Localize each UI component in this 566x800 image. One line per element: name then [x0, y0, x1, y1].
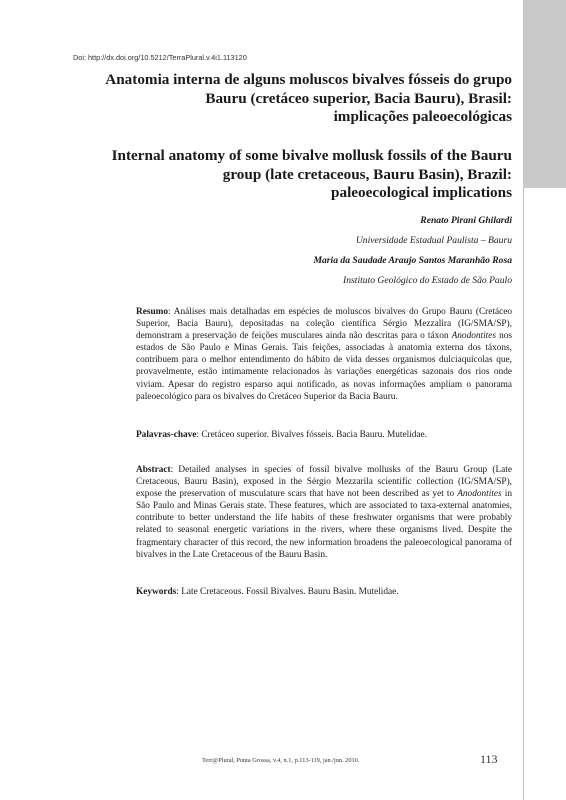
abstract-label: Abstract — [136, 465, 171, 475]
resumo-section — [136, 306, 512, 403]
palavras-chave-text: : Cretáceo superior. Bivalves fósseis. Bacia Bauru. Mutelidae. — [196, 430, 427, 440]
resumo-label: Resumo — [136, 307, 169, 317]
palavras-chave-section — [136, 429, 512, 441]
keywords-paragraph — [136, 586, 512, 598]
title-pt-line-2: Bauru (cretáceo superior, Bacia Bauru), Brasil: — [205, 89, 512, 107]
title-en-line-2: group (late cretaceous, Bauru Basin), Brazil: — [222, 165, 512, 183]
resumo-paragraph — [136, 306, 512, 403]
title-portuguese — [52, 71, 512, 127]
author-name-2: Maria da Saudade Araujo Santos Maranhão Rosa — [313, 255, 512, 266]
resumo-text-part-2: nos estados de São Paulo e Minas Gerais. Tais feições, associadas à anatomia externa dos táxons, contribuem para o melhor entendimento do hábito de vida desses organismos dulciaquícolas que, provavelmente, estão intimamente relacionados às variações energéticas sazonais dos rios onde viviam. Apesar do registro esparso aqui notificado, as novas informações ampliam o panorama paleoecológico para os bivalves do Cretáceo Superior da Bacia Bauru. — [136, 331, 512, 402]
abstract-text-part-1: : Detailed analyses in species of fossil bivalve mollusks of the Bauru Group (Late Cretaceous, Bauru Basin), exposed in the Sérgio Mezzarila scientific collection (IG/SMA/SP), expose the preservation of musculature scars that have not been described as yet to — [136, 465, 512, 500]
author-affiliation-2: Instituto Geológico do Estado de São Paulo — [343, 275, 512, 286]
footer-citation: Terr@Plural, Ponta Grossa, v.4, n.1, p.113-119, jan./jun. 2010. — [202, 757, 360, 764]
title-pt-line-1: Anatomia interna de alguns moluscos bivalves fósseis do grupo — [105, 71, 512, 88]
author-affiliation-1: Universidade Estadual Paulista – Bauru — [355, 235, 512, 246]
palavras-chave-label: Palavras-chave — [136, 430, 197, 440]
title-pt-line-3: implicações paleoecológicas — [333, 108, 512, 125]
side-color-bar — [523, 0, 566, 188]
doi-link[interactable]: Doi: http://dx.doi.org/10.5212/TerraPlural.v.4i1.113120 — [73, 53, 247, 62]
palavras-chave-paragraph — [136, 429, 512, 441]
keywords-label: Keywords — [136, 587, 177, 597]
page-number: 113 — [480, 752, 498, 766]
keywords-text: : Late Cretaceous. Fossil Bivalves. Bauru Basin. Mutelidae. — [176, 587, 399, 597]
title-english — [52, 147, 512, 203]
resumo-taxon: Anodontites — [451, 331, 497, 342]
author-name-1: Renato Pirani Ghilardi — [420, 215, 512, 226]
abstract-text-part-2: in São Paulo and Minas Gerais state. These features, which are associated to taxa-external anatomies, contribute to better understand the life habits of these freshwater organisms that were probably related to seasonal energetic variations in the rivers, where these organisms lived. Despite the fragmentary character of this record, the new information broadens the paleoecological panorama of bivalves in the Late Cretaceous of the Bauru Basin. — [136, 489, 512, 560]
resumo-text-part-1: : Análises mais detalhadas em espécies de moluscos bivalves do Grupo Bauru (Cretáceo Superior, Bacia Bauru), depositadas na coleção científica Sérgio Mezzalira (IG/SMA/SP), demonstram a preservação de feições musculares ainda não descritas para o táxon — [136, 307, 512, 342]
keywords-section — [136, 586, 512, 598]
abstract-section — [136, 464, 512, 561]
title-en-line-1: Internal anatomy of some bivalve mollusk fossils of the Bauru — [111, 147, 512, 164]
side-divider-line — [523, 188, 524, 800]
abstract-taxon: Anodontites — [457, 489, 502, 500]
abstract-paragraph — [136, 464, 512, 561]
title-en-line-3: paleoecological implications — [331, 184, 512, 201]
